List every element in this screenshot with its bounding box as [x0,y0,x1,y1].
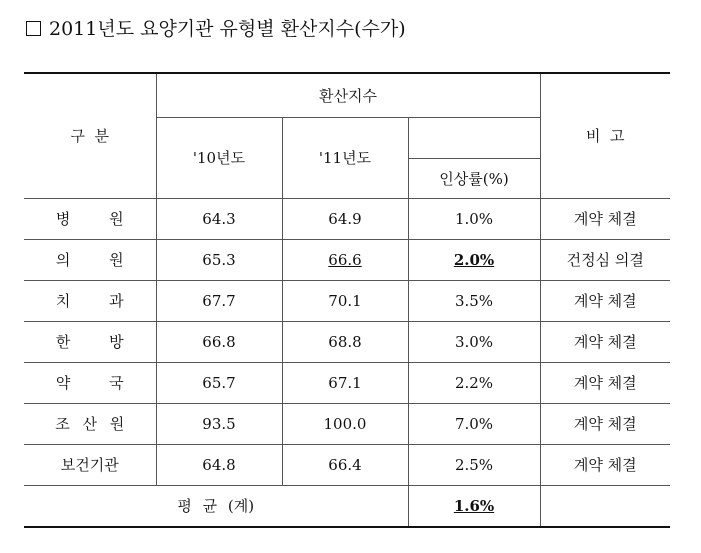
row-note: 계약 체결 [540,321,670,362]
row-rate: 2.2% [408,362,540,403]
header-2011: '11년도 [282,117,408,198]
row-name: 한 방 [24,321,156,362]
row-note: 계약 체결 [540,198,670,239]
row-rate: 2.5% [408,444,540,485]
row-note: 계약 체결 [540,444,670,485]
row-note: 계약 체결 [540,403,670,444]
row-2010: 65.3 [156,239,282,280]
row-2011: 66.4 [282,444,408,485]
row-2011: 64.9 [282,198,408,239]
title-text: 2011년도 요양기관 유형별 환산지수(수가) [49,18,406,40]
row-rate: 7.0% [408,403,540,444]
conversion-index-table [24,72,670,528]
header-note: 비 고 [540,73,670,198]
row-2010: 65.7 [156,362,282,403]
row-name: 보건기관 [24,444,156,485]
table-row [24,321,670,362]
table-row [24,444,670,485]
document-title [26,14,406,41]
row-name: 조 산 원 [24,403,156,444]
row-2010: 67.7 [156,280,282,321]
row-note: 계약 체결 [540,362,670,403]
row-2011: 70.1 [282,280,408,321]
header-rate-spacer [408,117,540,158]
average-note [540,485,670,527]
row-2010: 64.8 [156,444,282,485]
row-name: 의 원 [24,239,156,280]
average-label: 평 균 (계) [24,485,408,527]
header-category: 구 분 [24,73,156,198]
table-row [24,239,670,280]
row-2011: 66.6 [282,239,408,280]
row-rate: 2.0% [408,239,540,280]
row-2010: 66.8 [156,321,282,362]
row-2010: 93.5 [156,403,282,444]
row-rate: 1.0% [408,198,540,239]
header-2010: '10년도 [156,117,282,198]
row-rate: 3.0% [408,321,540,362]
header-rate: 인상률(%) [408,158,540,198]
row-rate: 3.5% [408,280,540,321]
average-row [24,485,670,527]
row-name: 치 과 [24,280,156,321]
checkbox-square-icon [26,21,41,36]
table-row [24,198,670,239]
table-row [24,280,670,321]
row-note: 계약 체결 [540,280,670,321]
row-2011: 100.0 [282,403,408,444]
table-row [24,362,670,403]
row-2011: 67.1 [282,362,408,403]
row-2011: 68.8 [282,321,408,362]
row-name: 약 국 [24,362,156,403]
table-row [24,403,670,444]
row-2010: 64.3 [156,198,282,239]
row-name: 병 원 [24,198,156,239]
average-rate: 1.6% [408,485,540,527]
row-note: 건정심 의결 [540,239,670,280]
header-index: 환산지수 [156,73,540,117]
